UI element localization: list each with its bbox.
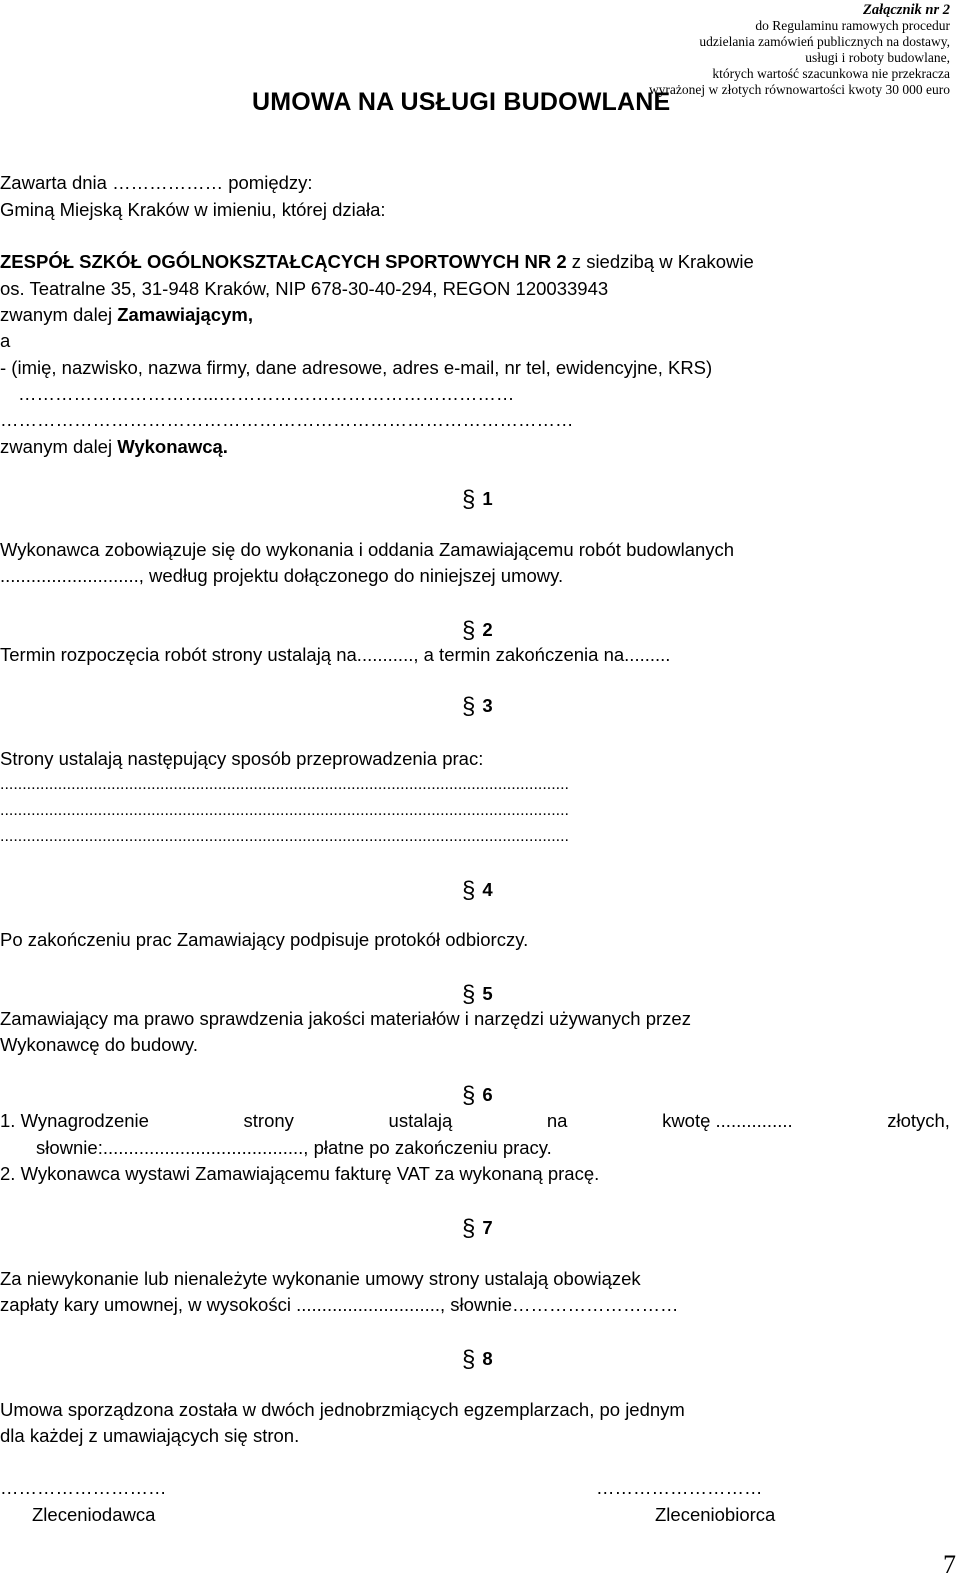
contractor-called-line — [0, 436, 228, 458]
page-number: 7 — [943, 1550, 956, 1579]
school-name: ZESPÓŁ SZKÓŁ OGÓLNOKSZTAŁCĄCYCH SPORTOWYCH NR 2 — [0, 251, 567, 272]
section-sign: § — [462, 693, 476, 720]
section-1-line-1: Wykonawca zobowiązuje się do wykonania i oddania Zamawiającemu robót budowlanych — [0, 539, 735, 560]
section-5-line-1: Zamawiający ma prawo sprawdzenia jakości materiałów i narzędzi używanych przez — [0, 1008, 691, 1029]
section-5-heading — [462, 981, 493, 1009]
client-role: Zamawiającym, — [117, 304, 253, 325]
document-title: UMOWA NA USŁUGI BUDOWLANE — [252, 88, 671, 116]
section-8-heading — [462, 1346, 493, 1374]
section-number: 7 — [482, 1217, 493, 1238]
called-prefix: zwanym dalej — [0, 304, 118, 325]
section-3-dots-1: ................................................................................................................................ — [0, 776, 569, 793]
word: złotych, — [887, 1110, 950, 1131]
amount-dots: ............... — [715, 1110, 793, 1131]
word: 1. Wynagrodzenie — [0, 1110, 149, 1131]
section-sign: § — [462, 1346, 476, 1373]
annex-line-4: których wartość szacunkowa nie przekracza — [712, 66, 950, 81]
left-signature-label: Zleceniodawca — [32, 1504, 156, 1525]
section-6-line-1 — [0, 1110, 950, 1132]
annex-number: Załącznik nr 2 — [862, 2, 950, 18]
annex-line-2: udzielania zamówień publicznych na dostawy, — [699, 34, 950, 49]
school-line — [0, 251, 754, 273]
contractor-dots-2: ………………………………………………………………………………… — [0, 409, 574, 430]
section-3-heading — [462, 693, 493, 721]
section-2-heading — [462, 617, 493, 645]
section-sign: § — [462, 981, 476, 1008]
section-3-dots-3: ................................................................................................................................ — [0, 828, 569, 845]
section-number: 4 — [482, 879, 493, 900]
word: ustalają — [388, 1110, 453, 1131]
section-6-line-2: słownie:......................................., płatne po zakończeniu pracy. — [36, 1137, 552, 1158]
section-number: 2 — [482, 619, 493, 640]
section-1-heading — [462, 486, 493, 514]
annex-line-3: usługi i roboty budowlane, — [805, 50, 950, 65]
section-number: 6 — [482, 1084, 493, 1105]
word: kwotę — [662, 1110, 711, 1131]
section-number: 1 — [482, 488, 493, 509]
contract-date-line: Zawarta dnia ……………… pomiędzy: — [0, 172, 313, 193]
municipality-line: Gminą Miejską Kraków w imieniu, której działa: — [0, 199, 386, 220]
called-prefix-2: zwanym dalej — [0, 436, 118, 457]
section-6-line-3: 2. Wykonawca wystawi Zamawiającemu fakturę VAT za wykonaną pracę. — [0, 1163, 600, 1184]
section-8-line-2: dla każdej z umawiających się stron. — [0, 1425, 300, 1446]
section-2-line-1: Termin rozpoczęcia robót strony ustalają na..........., a termin zakończenia na......... — [0, 644, 671, 665]
section-4-heading — [462, 877, 493, 905]
section-7-line-1: Za niewykonanie lub nienależyte wykonanie umowy strony ustalają obowiązek — [0, 1268, 641, 1289]
section-sign: § — [462, 1082, 476, 1109]
section-number: 5 — [482, 983, 493, 1004]
section-sign: § — [462, 617, 476, 644]
section-4-line-1: Po zakończeniu prac Zamawiający podpisuje protokół odbiorczy. — [0, 929, 529, 950]
annex-line-5: wyrażonej w złotych równowartości kwoty 30 000 euro — [648, 82, 950, 97]
section-sign: § — [462, 1215, 476, 1242]
section-5-line-2: Wykonawcę do budowy. — [0, 1034, 198, 1055]
section-6-heading — [462, 1082, 493, 1110]
section-sign: § — [462, 486, 476, 513]
section-3-dots-2: ................................................................................................................................ — [0, 802, 569, 819]
school-seat: z siedzibą w Krakowie — [566, 251, 754, 272]
amount-group — [662, 1110, 793, 1132]
contractor-dots-1: …………………………...………………………………………… — [18, 383, 515, 404]
contractor-info-line: - (imię, nazwisko, nazwa firmy, dane adresowe, adres e-mail, nr tel, ewidencyjne, KRS) — [0, 357, 713, 378]
right-signature-dots: ……………………… — [596, 1477, 763, 1498]
annex-line-1: do Regulaminu ramowych procedur — [755, 18, 950, 33]
school-address: os. Teatralne 35, 31-948 Kraków, NIP 678-30-40-294, REGON 120033943 — [0, 278, 609, 299]
client-called-line — [0, 304, 253, 326]
section-3-line-1: Strony ustalają następujący sposób przeprowadzenia prac: — [0, 748, 484, 769]
section-7-heading — [462, 1215, 493, 1243]
section-7-line-2: zapłaty kary umownej, w wysokości ............................, słownie……………………… — [0, 1294, 679, 1315]
right-signature-label: Zleceniobiorca — [655, 1504, 776, 1525]
left-signature-dots: ……………………… — [0, 1477, 167, 1498]
word: strony — [243, 1110, 294, 1131]
and-word: a — [0, 330, 11, 351]
word: na — [546, 1110, 568, 1131]
annex-header — [390, 2, 950, 98]
section-number: 3 — [482, 695, 493, 716]
section-1-line-2: ..........................., według projektu dołączonego do niniejszej umowy. — [0, 565, 564, 586]
section-8-line-1: Umowa sporządzona została w dwóch jednobrzmiących egzemplarzach, po jednym — [0, 1399, 685, 1420]
contractor-role: Wykonawcą. — [117, 436, 228, 457]
section-sign: § — [462, 877, 476, 904]
section-number: 8 — [482, 1348, 493, 1369]
